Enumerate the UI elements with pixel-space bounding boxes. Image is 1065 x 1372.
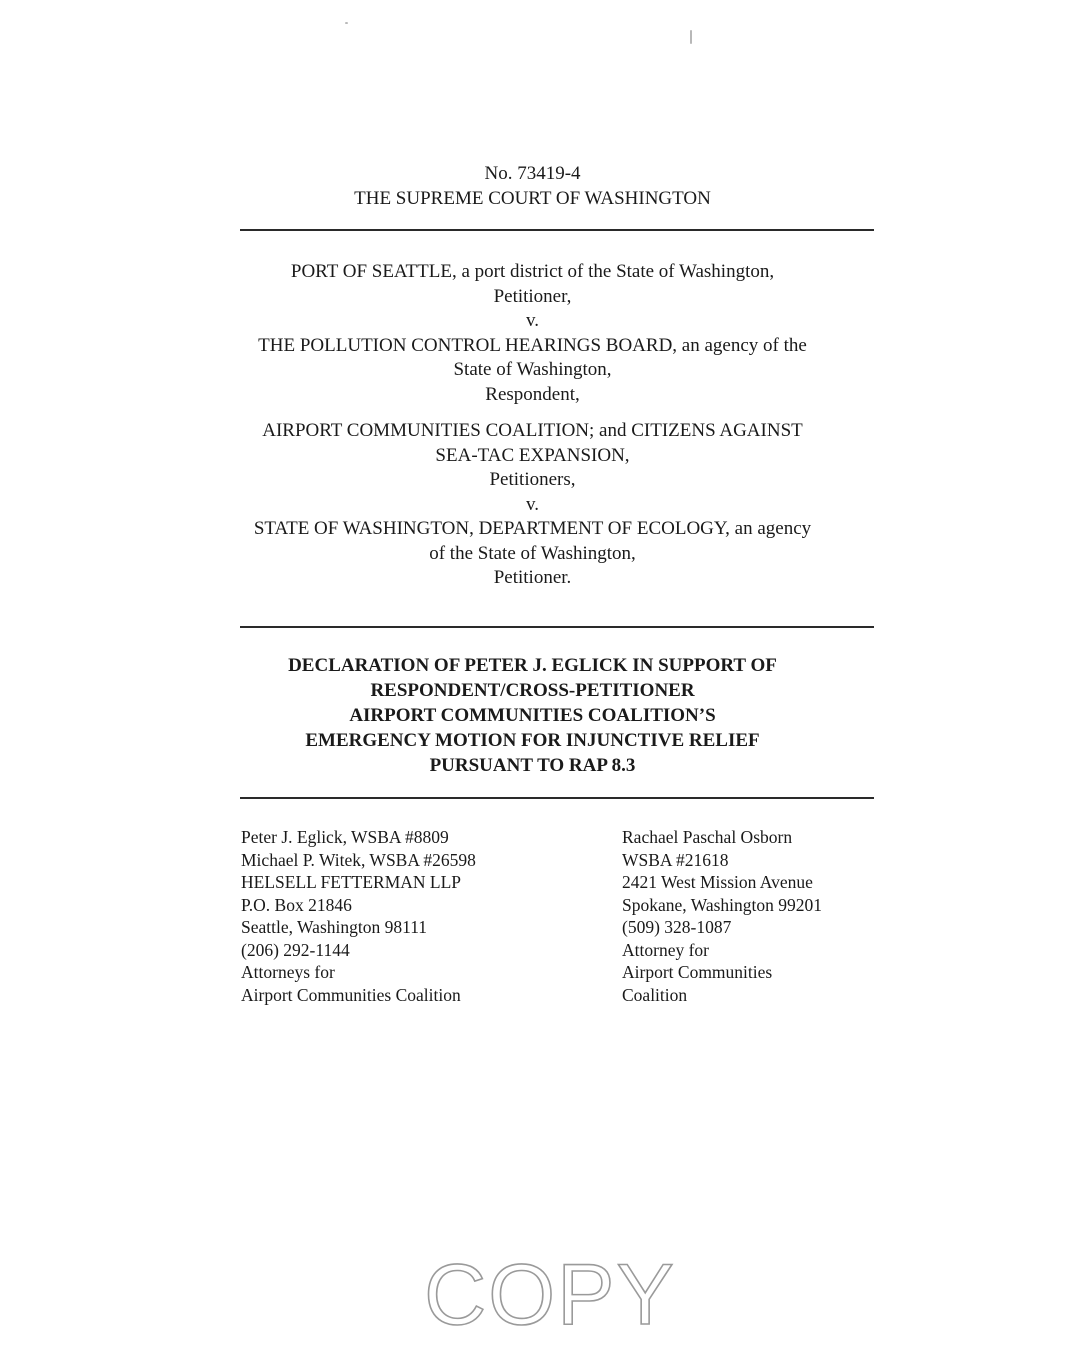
court-name: THE SUPREME COURT OF WASHINGTON <box>354 187 711 209</box>
case-header <box>0 162 1065 211</box>
versus-1: v. <box>525 310 540 331</box>
scan-speck <box>690 30 692 44</box>
copy-stamp-text: COPY <box>424 1247 676 1343</box>
counsel-left-line: Michael P. Witek, WSBA #26598 <box>241 849 476 870</box>
party-2-name-cont: State of Washington, <box>453 359 612 380</box>
party-3-name: AIRPORT COMMUNITIES COALITION; and CITIZENS AGAINST <box>262 420 803 441</box>
divider-top <box>240 229 874 231</box>
case-number: No. 73419-4 <box>484 163 581 184</box>
divider-middle <box>240 626 874 628</box>
divider-bottom <box>240 797 874 799</box>
versus-2: v. <box>525 493 540 515</box>
counsel-left-line: Attorneys for <box>241 962 335 982</box>
counsel-left-line: Airport Communities Coalition <box>241 984 461 1005</box>
counsel-left-line: HELSELL FETTERMAN LLP <box>241 872 462 892</box>
counsel-block-left <box>241 826 476 1006</box>
party-3-name-cont: SEA-TAC EXPANSION, <box>435 444 630 466</box>
counsel-left-line: P.O. Box 21846 <box>241 894 352 915</box>
counsel-right-line: Coalition <box>622 984 688 1005</box>
party-4-name: STATE OF WASHINGTON, DEPARTMENT OF ECOLOGY, an agency <box>253 518 812 539</box>
party-1-role: Petitioner, <box>493 285 572 307</box>
copy-stamp <box>424 1247 676 1343</box>
counsel-right-line: Attorney for <box>622 939 709 960</box>
party-1-name: PORT OF SEATTLE, a port district of the State of Washington, <box>290 261 775 282</box>
case-caption <box>0 260 1065 591</box>
counsel-left-line: Peter J. Eglick, WSBA #8809 <box>241 827 449 847</box>
party-4-name-cont: of the State of Washington, <box>429 542 636 564</box>
counsel-left-line: (206) 292-1144 <box>241 939 350 960</box>
title-line-3: AIRPORT COMMUNITIES COALITION’S <box>349 705 716 726</box>
party-2-role: Respondent, <box>485 383 580 405</box>
title-line-2: RESPONDENT/CROSS-PETITIONER <box>370 680 695 701</box>
party-4-role: Petitioner. <box>493 567 572 588</box>
title-line-1: DECLARATION OF PETER J. EGLICK IN SUPPORT OF <box>288 655 777 676</box>
caption-gap <box>0 407 1065 419</box>
document-title <box>0 653 1065 778</box>
title-line-4: EMERGENCY MOTION FOR INJUNCTIVE RELIEF <box>305 730 760 751</box>
party-2-name: THE POLLUTION CONTROL HEARINGS BOARD, an agency of the <box>258 334 807 356</box>
counsel-right-line: 2421 West Mission Avenue <box>622 872 813 892</box>
scan-speck <box>345 22 348 24</box>
counsel-right-line: WSBA #21618 <box>622 849 729 870</box>
counsel-left-line: Seattle, Washington 98111 <box>241 917 428 937</box>
party-3-role: Petitioners, <box>489 469 576 490</box>
counsel-right-line: Spokane, Washington 99201 <box>622 894 822 915</box>
title-line-5: PURSUANT TO RAP 8.3 <box>429 755 636 776</box>
counsel-block-right <box>622 826 822 1006</box>
counsel-right-line: (509) 328-1087 <box>622 917 732 937</box>
counsel-right-line: Airport Communities <box>622 962 773 982</box>
counsel-right-line: Rachael Paschal Osborn <box>622 827 793 847</box>
